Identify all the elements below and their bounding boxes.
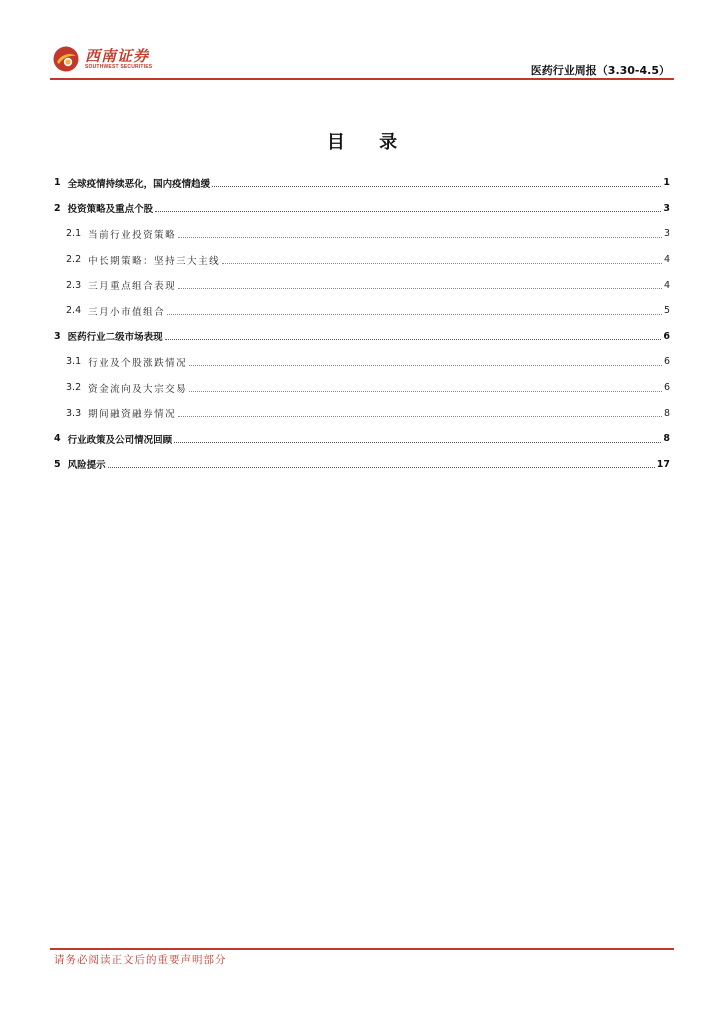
toc-entry-page: 6	[663, 356, 670, 368]
toc-entry-number: 2.3	[66, 279, 82, 291]
toc-dot-leader	[178, 279, 662, 289]
toc-entry-number: 2.2	[66, 254, 82, 266]
toc-entry-title: 期间融资融券情况	[88, 409, 177, 421]
toc-entry-number: 2.4	[66, 305, 82, 317]
toc-entry-title: 资金流向及大宗交易	[88, 383, 188, 395]
toc-dot-leader	[174, 433, 661, 443]
toc-entry[interactable]	[54, 452, 670, 478]
toc-dot-leader	[189, 382, 662, 392]
toc-dot-leader	[189, 356, 662, 366]
toc-entry-number: 1	[54, 177, 61, 189]
page-header	[50, 38, 674, 82]
toc-entry-page: 4	[663, 279, 670, 291]
toc-entry[interactable]	[54, 247, 670, 273]
toc-entry-page: 1	[663, 177, 670, 189]
toc-entry-title: 投资策略及重点个股	[67, 204, 154, 216]
toc-entry-number: 3.3	[66, 407, 82, 419]
toc-dot-leader	[178, 228, 662, 238]
toc-entry[interactable]	[54, 272, 670, 298]
toc-entry-page: 6	[663, 382, 670, 394]
toc-entry-title: 行业政策及公司情况回顾	[67, 434, 173, 446]
toc-entry-page: 8	[663, 407, 670, 419]
toc-entry-title: 全球疫情持续恶化，国内疫情趋缓	[67, 178, 211, 190]
toc-dot-leader	[212, 177, 661, 187]
toc-entry-page: 8	[663, 433, 670, 445]
toc-entry[interactable]	[54, 324, 670, 350]
toc-dot-leader	[165, 330, 662, 340]
toc-entry-page: 4	[663, 254, 670, 266]
toc-entry-page: 3	[663, 228, 670, 240]
toc-entry-number: 2.1	[66, 228, 82, 240]
toc-entry-page: 5	[663, 305, 670, 317]
toc-entry[interactable]	[54, 426, 670, 452]
toc-entry-title: 当前行业投资策略	[88, 229, 177, 241]
company-logo	[53, 43, 152, 75]
toc-entry-number: 2	[54, 202, 61, 214]
toc-dot-leader	[155, 202, 661, 212]
toc-entry[interactable]	[54, 170, 670, 196]
toc-dot-leader	[167, 305, 662, 315]
logo-english-name: SOUTHWEST SECURITIES	[85, 63, 153, 70]
footer-disclaimer: 请务必阅读正文后的重要声明部分	[54, 954, 227, 966]
toc-entry-title: 行业及个股涨跌情况	[88, 357, 188, 369]
logo-chinese-name: 西南证券	[85, 46, 150, 65]
toc-dot-leader	[178, 407, 662, 417]
toc-entry[interactable]	[54, 349, 670, 375]
toc-entry[interactable]	[54, 221, 670, 247]
toc-entry-page: 3	[663, 202, 670, 214]
table-of-contents	[54, 170, 670, 477]
header-divider	[50, 78, 674, 80]
toc-entry-title: 三月重点组合表现	[88, 281, 177, 293]
toc-entry-title: 三月小市值组合	[88, 306, 166, 318]
toc-dot-leader	[108, 458, 655, 468]
toc-entry[interactable]	[54, 375, 670, 401]
toc-dot-leader	[222, 254, 662, 264]
report-title: 医药行业周报（3.30-4.5）	[530, 64, 670, 77]
toc-entry-page: 17	[656, 458, 670, 470]
toc-entry-title: 风险提示	[67, 460, 106, 472]
toc-entry-number: 4	[54, 433, 61, 445]
toc-heading: 目 录	[326, 132, 412, 153]
toc-entry-number: 3.1	[66, 356, 82, 368]
logo-emblem-icon	[53, 46, 79, 72]
toc-entry-title: 中长期策略：坚持三大主线	[88, 255, 221, 267]
toc-entry[interactable]	[54, 196, 670, 222]
toc-entry-page: 6	[663, 330, 670, 342]
toc-entry[interactable]	[54, 400, 670, 426]
toc-entry-title: 医药行业二级市场表现	[67, 332, 163, 344]
toc-entry-number: 3.2	[66, 382, 82, 394]
toc-entry-number: 3	[54, 330, 61, 342]
toc-entry[interactable]	[54, 298, 670, 324]
footer-divider	[50, 948, 674, 950]
toc-entry-number: 5	[54, 458, 61, 470]
